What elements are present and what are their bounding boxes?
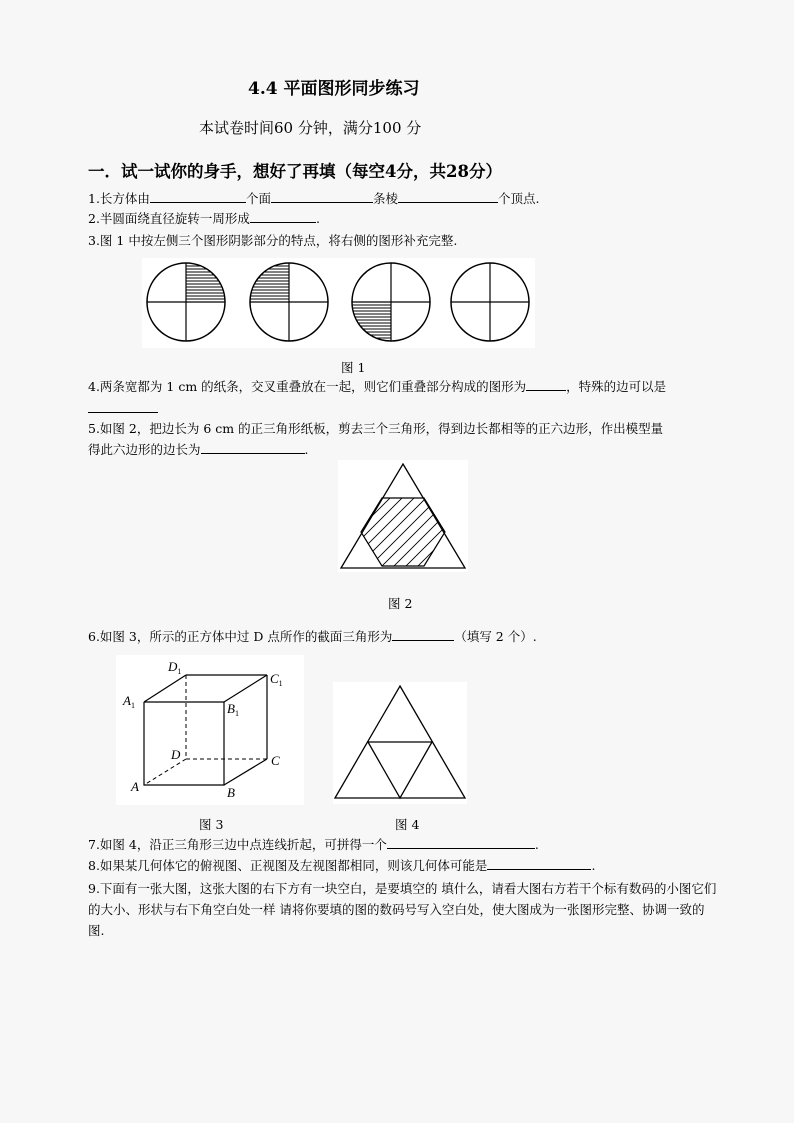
vertex-label-A1: $A_1$: [123, 693, 135, 710]
vertex-label-D: D: [171, 747, 181, 762]
hidden-edges: [144, 675, 267, 785]
answer-blank[interactable]: [487, 857, 591, 870]
figure-3-caption: 图 3: [199, 817, 224, 832]
vertex-label-C1: $C_1$: [270, 671, 283, 688]
answer-blank[interactable]: [271, 190, 373, 203]
question-9: 9.下面有一张大图，这张大图的右下方有一块空白，是要填空的 填什么，请看大图右方若干个标有数码的小图它们的大小、形状与右下角空白处一样 请将你要填的图的数码号写入空白处，使大图成为一张图形完整、协调一致的图.: [88, 881, 717, 938]
exam-info: 本试卷时间60 分钟，满分100 分: [199, 119, 422, 137]
vertex-label-D1: $D_1$: [168, 659, 182, 676]
vertex-label-C: C: [271, 753, 280, 768]
question-6: 6.如图 3，所示的正方体中过 D 点所作的截面三角形为 （填写 2 个）.: [88, 629, 537, 644]
question-3: 3.图 1 中按左侧三个图形阴影部分的特点，将右侧的图形补充完整.: [88, 233, 458, 248]
page-title: 4.4 平面图形同步练习: [248, 79, 420, 99]
figure-4-triangle: [333, 682, 467, 804]
question-7: 7.如图 4，沿正三角形三边中点连线折起，可拼得一个 .: [88, 837, 539, 852]
vertex-label-B: B: [227, 785, 235, 800]
hexagon: [361, 498, 445, 566]
answer-blank[interactable]: [392, 628, 454, 641]
midpoint-triangle: [368, 742, 432, 798]
figure-1-circles: [142, 258, 535, 348]
figure-1-caption: 图 1: [341, 360, 366, 375]
figure-2-triangle-hexagon: [338, 460, 468, 572]
question-1: 1.长方体由 个面 条棱 个顶点.: [88, 191, 540, 206]
answer-blank[interactable]: [387, 836, 535, 849]
answer-blank[interactable]: [250, 210, 316, 223]
figure-2-caption: 图 2: [388, 596, 413, 611]
outer-triangle: [341, 464, 465, 568]
vertex-label-B1: $B_1$: [227, 701, 239, 718]
vertex-label-A: A: [131, 779, 139, 794]
figure-3-cube: [116, 655, 304, 805]
question-5-line-2: 得此六边形的边长为 .: [88, 442, 309, 457]
section-heading: 一．试一试你的身手，想好了再填（每空4分，共28分）: [88, 162, 502, 181]
hatch-shading: [348, 490, 458, 572]
figure-4-caption: 图 4: [395, 817, 420, 832]
cube-front-face: [144, 702, 224, 785]
answer-blank[interactable]: [398, 190, 498, 203]
question-2: 2.半圆面绕直径旋转一周形成 .: [88, 211, 320, 226]
answer-blank[interactable]: [150, 190, 246, 203]
question-5-line-1: 5.如图 2，把边长为 6 cm 的正三角形纸板，剪去三个三角形，得到边长都相等的正六边形，作出模型量: [88, 421, 664, 436]
answer-blank[interactable]: [201, 441, 305, 454]
question-8: 8.如果某几何体它的俯视图、正视图及左视图都相同，则该几何体可能是 .: [88, 858, 596, 873]
answer-blank[interactable]: [88, 400, 158, 413]
question-4: 4.两条宽都为 1 cm 的纸条，交叉重叠放在一起，则它们重叠部分构成的图形为 ，特殊的边可以是: [88, 379, 667, 394]
answer-blank[interactable]: [526, 378, 566, 391]
